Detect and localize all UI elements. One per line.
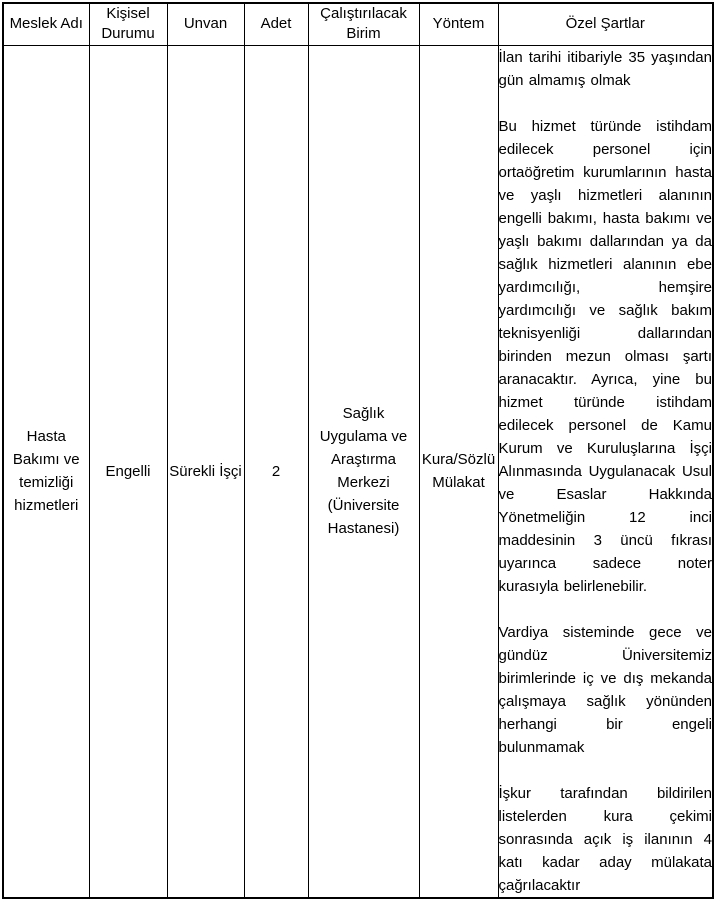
table-row (3, 45, 713, 898)
cell-meslek-adi: Hasta Bakımı ve temizliği hizmetleri (3, 45, 89, 898)
ozel-sartlar-paragraph-shift: Vardiya sisteminde gece ve gündüz Üniversitemiz birimlerinde iç ve dış mekanda çalışmaya sağlık yönünden herhangi bir engeli bulunmamak (498, 623, 712, 756)
cell-unvan: Sürekli İşçi (167, 45, 244, 898)
header-unvan: Unvan (167, 3, 244, 45)
header-kisisel-durumu: Kişisel Durumu (89, 3, 167, 45)
cell-yontem: Kura/Sözlü Mülakat (419, 45, 498, 898)
table-header-row (3, 3, 713, 45)
header-meslek-adi: Meslek Adı (3, 3, 89, 45)
cell-kisisel-durumu: Engelli (89, 45, 167, 898)
ozel-sartlar-paragraph-education: Bu hizmet türünde istihdam edilecek personel için ortaöğretim kurumlarının hasta ve yaşlı hizmetleri alanının engelli bakımı, hasta bakımı ve yaşlı bakımı dallarından ya da sağlık hizmetleri alanının ebe yardımcılığı, hemşire yardımcılığı ve sağlık bakım teknisyenliği dallarından birinden mezun olması şartı aranacaktır. Ayrıca, yine bu hizmet türünde istihdam edilecek personel de Kamu Kurum ve Kuruluşlarına İşçi Alınmasında Uygulanacak Usul ve Esaslar Hakkında Yönetmeliğin 12 inci maddesinin 3 üncü fıkrası uyarınca sadece noter kurasıyla belirlenebilir. (498, 117, 712, 595)
header-yontem: Yöntem (419, 3, 498, 45)
cell-adet: 2 (244, 45, 308, 898)
header-calistirilacak-birim: Çalıştırılacak Birim (308, 3, 419, 45)
cell-calistirilacak-birim: Sağlık Uygulama ve Araştırma Merkezi (Üniversite Hastanesi) (308, 45, 419, 898)
header-ozel-sartlar: Özel Şartlar (498, 3, 713, 45)
header-adet: Adet (244, 3, 308, 45)
ozel-sartlar-paragraph-iskur: İşkur tarafından bildirilen listelerden kura çekimi sonrasında açık iş ilanının 4 katı kadar aday mülakata çağrılacaktır (498, 784, 712, 894)
job-posting-table (2, 2, 714, 899)
document-page (0, 2, 714, 894)
cell-ozel-sartlar (498, 45, 713, 898)
ozel-sartlar-paragraph-age: İlan tarihi itibariyle 35 yaşından gün almamış olmak (498, 48, 712, 89)
